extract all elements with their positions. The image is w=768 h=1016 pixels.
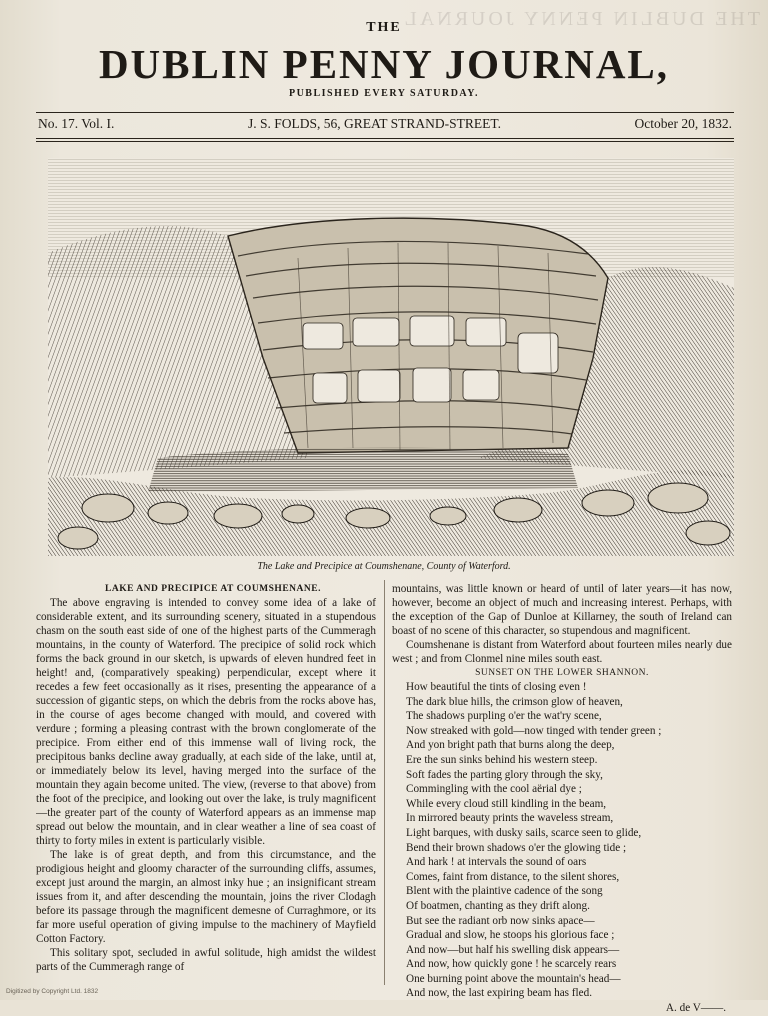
issue-publisher: J. S. FOLDS, 56, GREAT STRAND-STREET. bbox=[247, 116, 501, 131]
header-rule-bottom bbox=[36, 138, 734, 139]
poem-line: Comes, faint from distance, to the silent shores, bbox=[406, 870, 620, 883]
poem-line: While every cloud still kindling in the beam, bbox=[406, 797, 607, 810]
issue-number: No. 17. Vol. I. bbox=[38, 116, 115, 131]
poem-line: Commingling with the cool aërial dye ; bbox=[406, 783, 582, 796]
article-continuation: mountains, was little known or heard of until of later years—it has now, however, become an object of much and increasing interest. Perhaps, with the exception of the Gap of Dunloe at Killarney, the south of Ireland can boast of no scene of this character, so stupendous and magnificent. bbox=[392, 583, 732, 637]
poem-line: And now, the last expiring beam has fled. bbox=[406, 987, 592, 1000]
poem-body bbox=[392, 680, 732, 1016]
poem-line: And hark ! at intervals the sound of oars bbox=[406, 856, 587, 869]
poem-title: SUNSET ON THE LOWER SHANNON. bbox=[475, 668, 649, 678]
masthead-title: DUBLIN PENNY JOURNAL, bbox=[98, 41, 670, 87]
poem-line: Light barques, with dusky sails, scarce seen to glide, bbox=[406, 826, 642, 839]
column-divider bbox=[384, 580, 385, 985]
article-left-column bbox=[36, 582, 376, 987]
masthead-the: THE bbox=[366, 20, 402, 35]
watermark: Digitized by Copyright Ltd. 1832 bbox=[6, 988, 99, 995]
poem-line: One burning point above the mountain's head— bbox=[406, 972, 621, 985]
poem-line: Blent with the plaintive cadence of the song bbox=[406, 885, 603, 898]
engraving-lake-precipice bbox=[48, 158, 734, 556]
poem-signature: A. de V——. bbox=[665, 1002, 726, 1015]
poem-line: How beautiful the tints of closing even ! bbox=[406, 681, 587, 693]
poem-line: Now streaked with gold—now tinged with tender green ; bbox=[406, 724, 662, 737]
bleed-through-text: THE DUBLIN PENNY JOURNAL bbox=[401, 8, 760, 30]
header-rule-bottom-2 bbox=[36, 141, 734, 142]
article-continuation: Coumshenane is distant from Waterford about fourteen miles nearly due west ; and from Clonmel nine miles south east. bbox=[392, 639, 732, 665]
article-right-column bbox=[392, 582, 732, 1016]
poem-line: The shadows purpling o'er the wat'ry scene, bbox=[406, 710, 602, 723]
poem-line: Ere the sun sinks behind his western steep. bbox=[406, 753, 598, 766]
issue-row bbox=[38, 116, 732, 134]
poem-line: In mirrored beauty prints the waveless stream, bbox=[406, 812, 614, 825]
masthead-subtitle: PUBLISHED EVERY SATURDAY. bbox=[288, 88, 480, 99]
engraving-caption: The Lake and Precipice at Coumshenane, County of Waterford. bbox=[257, 561, 511, 572]
poem-line: Soft fades the parting glory through the sky, bbox=[406, 768, 603, 781]
article-paragraph: The above engraving is intended to convey some idea of a lake of considerable extent, and its surrounding scenery, situated in a stupendous chasm on the south east side of one of the highest parts of the Cummeragh mountains, in the county of Waterford. The precipice of solid rock which forms the back ground in our sketch, is upwards of eleven hundred feet in height! and, (comparatively speaking) perpendicular, except where it recedes a few feet occasionally as it rises, presenting the appearance of a succession of gigantic steps, on which the debris from the rocks above has, in the course of ages become changed with mould, and covered with verdure ; forming a pleasing contrast with the brown conglomerate of the precipice. From either end of this immense wall of living rock, the precipitous banks decline away gradually, at each side of the lake, until at, or immediately below its level, having merged into the surface of the mountain they again become united. The view, (reverse to that above) from the foot of the precipice, and looking out over the lake, is truly magnificent—the greater part of the county of Waterford appears as an immense map spread out below the mountain, and in clear weather a line of sea coast of thirty to forty miles in extent is particularly visible. bbox=[36, 597, 376, 847]
poem-line: And now, how quickly gone ! he scarcely rears bbox=[406, 958, 617, 971]
poem-line: Bend their brown shadows o'er the glowing tide ; bbox=[406, 841, 627, 854]
engraving-illustration bbox=[48, 158, 734, 556]
issue-date: October 20, 1832. bbox=[634, 116, 732, 131]
header-rule-top bbox=[36, 112, 734, 113]
poem-line: And yon bright path that burns along the deep, bbox=[406, 739, 615, 752]
article-paragraph: This solitary spot, secluded in awful solitude, high amidst the wildest parts of the Cummeragh range of bbox=[36, 947, 376, 973]
poem-line: But see the radiant orb now sinks apace— bbox=[406, 914, 595, 927]
poem-line: The dark blue hills, the crimson glow of heaven, bbox=[406, 695, 623, 708]
article-paragraph: The lake is of great depth, and from this circumstance, and the prodigious height and gloomy character of the surrounding cliffs, assumes, except just around the margin, an almost inky hue ; an insignificant stream issues from it, and after descending the mountain, joins the river Clodagh before its passage through the magnificent demesne of Curraghmore, or its far more useful operation of giving impulse to the machinery of Mayfield Cotton Factory. bbox=[36, 849, 376, 945]
poem-line: Of boatmen, chanting as they drift along. bbox=[406, 899, 590, 912]
article-heading: LAKE AND PRECIPICE AT COUMSHENANE. bbox=[105, 584, 321, 594]
poem-line: Gradual and slow, he stoops his glorious face ; bbox=[406, 929, 615, 942]
poem-line: And now—but half his swelling disk appears— bbox=[406, 943, 620, 956]
